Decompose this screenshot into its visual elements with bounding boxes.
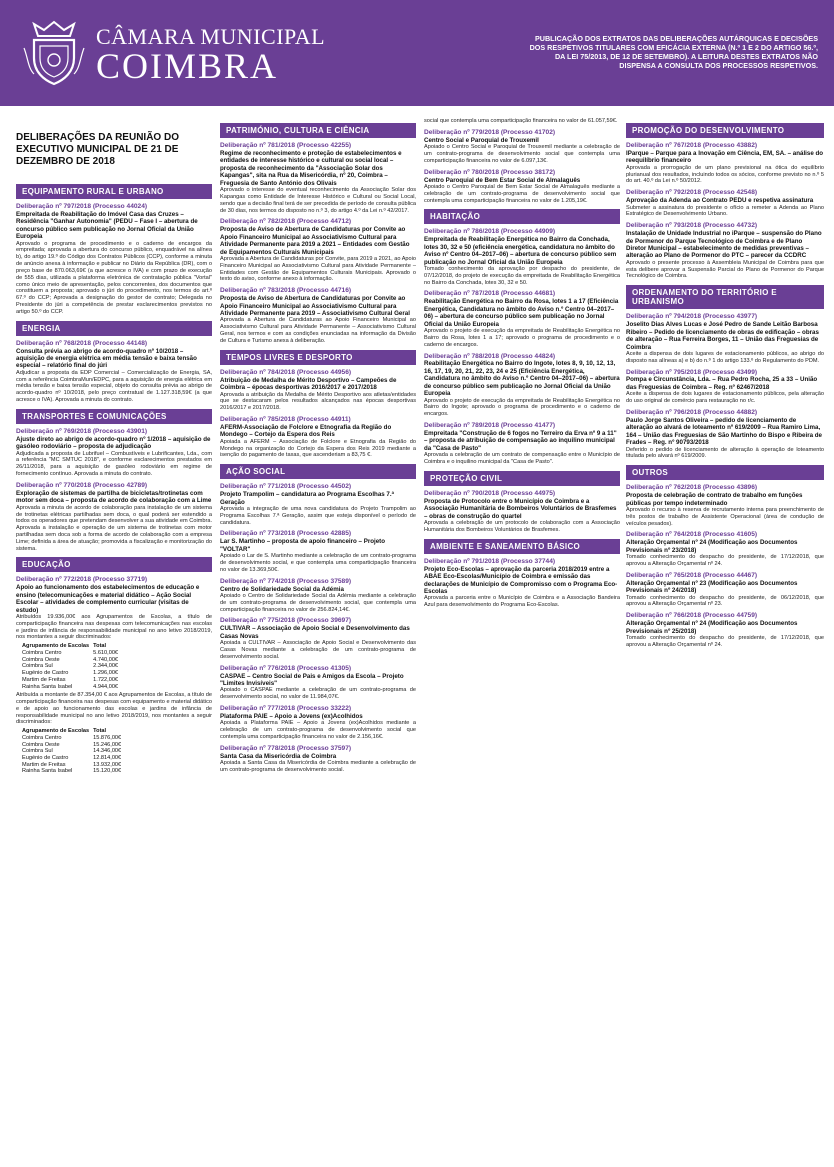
deliberation-number: Deliberação nº 768/2018 (Processo 44148) <box>16 339 148 347</box>
table-row <box>22 768 125 775</box>
deliberation-item <box>220 483 416 526</box>
table-cell: Martim de Freitas <box>22 676 66 683</box>
deliberation-number: Deliberação nº 792/2018 (Processo 42548) <box>626 189 758 197</box>
deliberation-title: Reabilitação Energética no Bairro da Rosa, lotes 1 a 17 (Eficiência Energética, Candidatura no âmbito do Aviso n.º Centro 04–2017–06) – abertura de concurso público sem publicação no Jornal Oficial da União Europeia <box>424 298 619 328</box>
deliberation-number: Deliberação nº 779/2018 (Processo 41702) <box>424 128 556 136</box>
table-cell: 1.722,00€ <box>93 676 119 683</box>
deliberation-item <box>626 572 824 608</box>
table-cell: 13.932,00€ <box>93 761 122 768</box>
deliberation-number: Deliberação nº 767/2018 (Processo 43882) <box>626 142 758 149</box>
deliberation-text: Aprovada a Abertura de Candidaturas por Convite, para 2019 a 2021, ao Apoio Financeiro Municipal ao Associativismo Cultural para Atividade Permanente – Entidades com Gestão de Equipamentos Culturais Municipais. Aprovado o texto do aviso, conforme anexo à informação. <box>220 256 416 283</box>
deliberation-number: Deliberação nº 794/2018 (Processo 43977) <box>626 313 758 321</box>
section-heading: PATRIMÓNIO, CULTURA E CIÊNCIA <box>220 123 416 138</box>
deliberation-text: Tomado conhecimento do despacho do presidente, de 17/12/2018, que aprovou a Alteração Orçamental nº 24. <box>626 554 824 568</box>
deliberation-text: Aprovada a integração de uma nova candidatura do Projeto Trampolim ao Programa Escolhas 7.ª Geração, assim que esteja disponível o período de candidatura. <box>220 505 416 526</box>
section-heading: AÇÃO SOCIAL <box>220 464 416 479</box>
deliberation-number: Deliberação nº 776/2018 (Processo 41305) <box>220 664 352 672</box>
deliberation-text: Deferido o pedido de licenciamento de alteração à operação de loteamento titulada pelo alvará nº 619/2009. <box>626 446 824 460</box>
deliberation-number: Deliberação nº 793/2018 (Processo 44732) <box>626 222 758 230</box>
deliberation-text: Aprovada a celebração de um contrato de compensação entre o Município de Coimbra e o inquilino municipal da "Casa de Pasto". <box>424 452 620 466</box>
table-cell: Coimbra Centro <box>22 734 62 741</box>
deliberation-text: Aprovada a Abertura de Candidaturas ao Apoio Financeiro Municipal ao Associativismo Cultural para Atividade Permanente – Associativismo Cultural Geral, nos termos e com as condições enunciadas na informação da Divisão de Cultura e Turismo anexa à deliberação. <box>220 317 416 344</box>
deliberation-title: Empreitada de Reabilitação Energética no Bairro da Conchada, lotes 30, 32 e 50 (eficiência energética, candidatura no âmbito do Aviso nº Centro 04–2017–06) – abertura de concurso público sem publicação no Jornal Oficial da União Europeia <box>424 236 617 266</box>
deliberation-number: Deliberação nº 781/2018 (Processo 42255) <box>220 142 352 149</box>
deliberation-text: Aprovada a parceria entre o Município de Coimbra e a Associação Bandeira Azul para desenvolvimento do Programa Eco-Escolas. <box>424 595 620 609</box>
table-row <box>22 684 122 691</box>
table-row <box>22 735 125 742</box>
table-cell: Rainha Santa Isabel <box>22 768 73 775</box>
table-row <box>22 748 125 755</box>
deliberation-item <box>424 228 620 286</box>
deliberation-title: Instalação de Unidade Industrial no iParque – suspensão do Plano de Pormenor do Parque Tecnológico de Coimbra e de Plano Diretor Municipal – estabelecimento de medidas preventivas – alteração ao Plano de Pormenor do PTC – parecer da CCDRC <box>626 230 822 260</box>
deliberation-title: Apoio ao funcionamento dos estabelecimentos de educação e ensino (telecomunicações e material didático – Ação Social Escolar – atividades de complemento curricular (visitas de estudo) <box>16 584 200 614</box>
continued-text: social que contempla uma comparticipação financeira no valor de 61.057,59€. <box>424 118 618 124</box>
table-cell: Coimbra Oeste <box>22 741 60 748</box>
deliberation-number: Deliberação nº 785/2018 (Processo 44911) <box>220 415 351 423</box>
deliberation-item <box>626 369 824 405</box>
deliberation-number: Deliberação nº 765/2018 (Processo 44467) <box>626 571 758 579</box>
deliberation-text: Apoiado o Centro de Solidariedade Social da Adémia mediante a celebração de um contrato-programa de desenvolvimento social, que contempla uma comparticipação financeira no valor de 256.824,14€. <box>220 592 416 613</box>
table-cell: Coimbra Centro <box>22 649 62 656</box>
deliberation-number: Deliberação nº 772/2018 (Processo 37719) <box>16 576 148 584</box>
document-body <box>0 118 834 1167</box>
deliberation-item <box>424 290 620 348</box>
deliberation-item <box>626 313 824 364</box>
deliberation-item <box>220 617 416 660</box>
deliberation-title: Regime de reconhecimento e proteção de estabelecimentos e entidades de interesse histórico e cultural ou social local – proposta de reconhecimento da "Associação Solar dos Kapangas", sita na Rua da Misericórdia, nº 20, Coimbra – Freguesia de Santo António dos Olivais <box>220 149 402 187</box>
table-cell: 5.610,00€ <box>93 649 119 656</box>
deliberation-title: Proposta de Protocolo entre o Município de Coimbra e a Associação Humanitária de Bombeiros Voluntários de Brasfemes – obras de construção do quartel <box>424 497 617 520</box>
table-cell: 4.740,00€ <box>93 656 119 663</box>
section-heading: OUTROS <box>626 465 824 480</box>
deliberation-title: Proposta de Aviso de Abertura de Candidaturas por Convite ao Apoio Financeiro Municipal ao Associativismo Cultural para Atividade Permanente para 2019 a 2021 – Entidades com Gestão de Equipamentos Culturais Municipais <box>220 226 410 256</box>
deliberation-title: Centro Paroquial de Bem Estar Social de Almalaguês <box>424 176 581 184</box>
deliberation-title: Lar S. Martinho – proposta de apoio financeiro – Projeto "VOLTAR" <box>220 538 386 553</box>
deliberation-number: Deliberação nº 796/2018 (Processo 44882) <box>626 408 758 416</box>
deliberation-item <box>626 222 824 280</box>
deliberation-title: Projeto Trampolim – candidatura ao Programa Escolhas 7.ª Geração <box>220 491 394 506</box>
deliberation-item <box>16 428 212 478</box>
deliberation-title: Exploração de sistemas de partilha de bicicletas/trotinetas com motor sem doca – proposta de acordo de colaboração com a Lime <box>16 489 212 505</box>
deliberation-number: Deliberação nº 762/2018 (Processo 43896) <box>626 484 758 492</box>
deliberation-text: Apoiado o Centro Social e Paroquial de Trouxemil mediante a celebração de um contrato-programa de desenvolvimento social que contempla uma comparticipação financeira no valor de 6.097,13€. <box>424 144 620 164</box>
meeting-title: DELIBERAÇÕES DA REUNIÃO DO EXECUTIVO MUNICIPAL DE 21 DE DEZEMBRO DE 2018 <box>16 132 179 167</box>
deliberation-item <box>626 409 824 460</box>
title-line-2: COIMBRA <box>96 46 279 86</box>
deliberation-number: Deliberação nº 788/2018 (Processo 44824) <box>424 352 556 360</box>
deliberation-item <box>220 218 416 283</box>
coat-of-arms-icon <box>20 18 88 86</box>
publication-note: PUBLICAÇÃO DOS EXTRATOS DAS DELIBERAÇÕES AUTÁRQUICAS E DECISÕES DOS RESPETIVOS TITULARES COM EFICÁCIA EXTERNA (N.º 1 E 2 DO ARTIGO 56.º, DA LEI 75/2013, DE 12 DE SETEMBRO). A LEITURA DESTES EXTRATOS NÃO DISPENSA A CONSULTA DOS PROCESSOS RESPETIVOS. <box>529 34 818 70</box>
section-heading: AMBIENTE E SANEAMENTO BÁSICO <box>424 539 620 554</box>
deliberation-number: Deliberação nº 769/2018 (Processo 43901) <box>16 427 148 435</box>
table-row <box>22 663 122 670</box>
table-cell: Martim de Freitas <box>22 761 66 768</box>
deliberation-text: Atribuída a montante de 87.354,00 € aos Agrupamentos de Escolas, a título de comparticipação financeira nas despesas com equipamento e material didático e de apoio ao funcionamento das escolas e jardins de infância de responsabilidade municipal no ano letivo 2018/2019, nos montantes a seguir discriminados: <box>16 692 212 726</box>
deliberation-item <box>220 369 416 412</box>
municipality-title <box>96 26 325 84</box>
deliberation-item <box>626 142 824 185</box>
deliberation-title: Aprovação da Adenda ao Contrato PEDU e respetiva assinatura <box>626 197 814 205</box>
table-cell: Coimbra Oeste <box>22 656 60 663</box>
table-cell: 2.344,00€ <box>93 663 119 670</box>
deliberation-number: Deliberação nº 789/2018 (Processo 41477) <box>424 422 556 430</box>
deliberation-text: Apoiada a CULTIVAR – Associação de Apoio Social e Desenvolvimento das Casas Novas mediante a celebração de um contrato-programa de desenvolvimento social. <box>220 640 416 660</box>
allocation-table <box>22 643 122 690</box>
deliberation-title: Ajuste direto ao abrigo de acordo-quadro nº 1/2018 – aquisição de gasóleo rodoviário – proposta de adjudicação <box>16 435 211 451</box>
deliberation-item <box>16 576 212 775</box>
table-cell: 12.814,00€ <box>93 755 122 762</box>
table-row <box>22 742 125 749</box>
deliberation-number: Deliberação nº 770/2018 (Processo 42789) <box>16 481 148 489</box>
deliberation-item <box>626 484 824 527</box>
deliberation-text: Apoiada a Plataforma PAIE – Apoio a Jovens (ex)Acolhidos mediante a celebração de um contrato-programa de desenvolvimento social que contempla uma comparticipação financeira no valor de 2.156,16€. <box>220 720 416 740</box>
deliberation-text: Aprovado o interesse do eventual reconhecimento da Associação Solar dos Kapangas como Entidade de Interesse Histórico e Cultural ou Social Local, sendo que a decisão final terá de ser precedida de período de consulta pública de 30 dias, nos termos do disposto no n.º 3, do artigo 4.º da Lei n.º 42/2017. <box>220 187 416 214</box>
section-heading: EQUIPAMENTO RURAL E URBANO <box>16 184 212 199</box>
deliberation-text: Adjudicar a proposta da EDP Comercial – Comercialização de Energia, SA, com a referência CoimbraMun/EDPC, para a aquisição de energia elétrica em média tensão e baixa tensão especial, objeto do consulta prévia ao abrigo de acordo-quadro nº 10/2018, pelo preço contratual de 1.127.318,59€ (a que acresce o IVA). Aprovada a minuta do contrato. <box>16 369 212 404</box>
deliberation-text: Aprovada a prorrogação de um plano previsional na ótica do equilíbrio plurianual dos resultados, incluindo todos os sócios, conforme previsto no n.º 5 do art. 40.º da Lei n.º 50/2012. <box>626 164 824 185</box>
deliberation-text: Tomado conhecimento da aprovação por despacho do presidente, de 07/12/2018, do projeto de execução da empreitada de Reabilitação Energética no Bairro da Conchada, lotes 30, 32 e 50. <box>424 266 620 286</box>
deliberation-item <box>220 705 416 741</box>
deliberation-text: Aprovado o projeto de execução da empreitada de Reabilitação Energética no Bairro do Ingote; aprovado o programa de procedimento e o caderno de encargos. <box>424 397 620 418</box>
deliberation-title: Alteração Orçamental nº 23 (Modificação aos Documentos Previsionais nº 24/2018) <box>626 579 798 595</box>
deliberation-text: Atribuídos 19.936,00€ aos Agrupamentos de Escolas, a título de comparticipação financeira nas despesas com telecomunicações nas escolas e jardins de infância de responsabilidade municipal no ano letivo 2018/2019, nos montantes a seguir discriminados: <box>16 614 212 641</box>
deliberation-item <box>220 416 416 459</box>
deliberation-title: CULTIVAR – Associação de Apoio Social e Desenvolvimento das Casas Novas <box>220 625 410 640</box>
deliberation-number: Deliberação nº 764/2018 (Processo 41605) <box>626 531 758 539</box>
deliberation-number: Deliberação nº 774/2018 (Processo 37589) <box>220 577 352 585</box>
deliberation-number: Deliberação nº 797/2018 (Processo 44024) <box>16 203 148 210</box>
deliberation-text: Aprovado o programa de procedimento e o caderno de encargos da empreitada; aprovada a abertura do concurso público, enquadrável na alínea b), do artigo 19.º do Código dos Contratos Públicos (CCP), conforme a minuta de anúncio anexa à informação e publicar no Diário da República (DR), com o preço base de 870.063,69€ (a que acresce o IVA) e com prazo de execução de 555 dias, utilizada a plataforma eletrónica de contratação pública "Vortal" como único meio de apresentação, pelos concorrentes, dos documentos que constituem a proposta; aprovado o júri do procedimento, nos termos do art.º 67.º do CCP; Aprovada a designação do gestor de contrato; Delegada no Presidente do júri a competência de prestar esclarecimentos previstos no artigo 50.º do CCP. <box>16 240 212 315</box>
deliberation-number: Deliberação nº 771/2018 (Processo 44502) <box>220 483 352 491</box>
deliberation-text: Apoiado o Lar de S. Martinho mediante a celebração de um contrato-programa de desenvolvimento social, e que contempla uma comparticipação financeira no valor de 13.369,50€. <box>220 553 416 573</box>
deliberation-number: Deliberação nº 786/2018 (Processo 44909) <box>424 228 556 236</box>
deliberation-title: IParque – Parque para a Inovação em Ciência, EM, SA. – análise do reequilíbrio financeiro <box>626 149 824 165</box>
table-cell: 15.876,00€ <box>93 734 122 741</box>
deliberation-number: Deliberação nº 782/2018 (Processo 44712) <box>220 218 352 226</box>
deliberation-title: Centro Social e Paroquial de Trouxemil <box>424 136 539 144</box>
deliberation-number: Deliberação nº 787/2018 (Processo 44681) <box>424 290 556 298</box>
deliberation-title: Pompa e Circunstância, Lda. – Rua Pedro Rocha, 25 a 33 – União das Freguesias de Coimbra – Reg. nº 62467/2018 <box>626 376 818 391</box>
table-row <box>22 650 122 657</box>
title-line-1: CÂMARA MUNICIPAL <box>96 24 326 49</box>
deliberation-text: Aprovado o projeto de execução da empreitada de Reabilitação Energética no Bairro da Rosa, lotes 1 a 17; aprovado o programa de procedimento e o caderno de encargos. <box>424 328 620 348</box>
deliberation-title: Joselito Dias Alves Lucas e José Pedro de Sande Leitão Barbosa Ribeiro – Pedido de licenciamento de obras de edificação – obras de alteração – Rua Ferreira Borges, 11 – União das Freguesias de Coimbra <box>626 321 819 351</box>
deliberation-title: Atribuição de Medalha de Mérito Desportivo – Campeões de Coimbra – épocas desportivas 2016/2017 e 2017/2018 <box>220 376 397 392</box>
deliberation-text: Aprovado o recurso à reserva de recrutamento interna para preenchimento de três postos de trabalho de Assistente Operacional (área de condução de veículos pesados). <box>626 507 824 527</box>
deliberation-number: Deliberação nº 783/2018 (Processo 44716) <box>220 287 352 295</box>
deliberation-title: Plataforma PAIE – Apoio a Jovens (ex)Acolhidos <box>220 712 363 720</box>
deliberation-title: Projeto Eco-Escolas – aprovação da parceria 2018/2019 entre a ABAE Eco-Escolas/Município de Coimbra e emissão das declarações de Município de Compromisso com o Programa Eco-Escolas <box>424 565 618 595</box>
deliberation-item <box>16 482 212 552</box>
table-cell: Coimbra Sul <box>22 663 53 670</box>
deliberation-text: Apoiado o Centro Paroquial de Bem Estar Social de Almalaguês mediante a celebração de um contrato-programa de desenvolvimento social que contempla uma comparticipação financeira no valor de 1.205,19€. <box>424 183 620 204</box>
section-heading: HABITAÇÃO <box>424 209 620 224</box>
table-row <box>22 677 122 684</box>
table-header: Total <box>93 643 107 650</box>
deliberation-title: Centro de Solidariedade Social da Adémia <box>220 585 344 593</box>
deliberation-title: Alteração Orçamental nº 24 (Modificação aos Documentos Previsionais nº 23/2018) <box>626 539 798 554</box>
deliberation-item <box>220 287 416 344</box>
deliberation-item <box>220 530 416 573</box>
deliberation-text: Aprovada a celebração de um protocolo de colaboração com a Associação Humanitária dos Bombeiros Voluntários de Brasfemes. <box>424 520 620 533</box>
deliberation-number: Deliberação nº 791/2018 (Processo 37744) <box>424 557 556 565</box>
deliberation-item <box>220 142 416 214</box>
table-cell: 15.120,00€ <box>93 768 122 775</box>
deliberation-item <box>16 203 212 316</box>
deliberation-item <box>220 578 416 614</box>
deliberation-text: Apoiada a Santa Casa da Misericórdia de Coimbra mediante a celebração de um contrato-programa de desenvolvimento social. <box>220 760 416 773</box>
deliberation-number: Deliberação nº 795/2018 (Processo 43499) <box>626 368 758 376</box>
deliberation-title: AFERM-Associação de Folclore e Etnografia da Região do Mondego – Cortejo da Espera dos Reis <box>220 423 392 439</box>
deliberation-item <box>424 353 620 419</box>
table-cell: Rainha Santa Isabel <box>22 683 73 690</box>
deliberation-text: Aceite a dispensa de dois lugares de estacionamento públicos, pela alteração do uso original de comércio para restauração no r/c. <box>626 391 824 405</box>
table-cell: Coimbra Sul <box>22 748 53 755</box>
deliberation-title: Paulo Jorge Santos Oliveira – pedido de licenciamento de alteração ao alvará de loteamento nº 619/2009 – Rua Ramiro Lima, 164 – União das Freguesias de São Martinho do Bispo e Ribeira de Frades – Reg. nº 90793/2018 <box>626 416 822 447</box>
section-heading: ENERGIA <box>16 321 212 336</box>
deliberation-text: Apoiado o CASPAE mediante a celebração de um contrato-programa de desenvolvimento social, no valor de 11.984,07€. <box>220 687 416 701</box>
column-3 <box>424 118 620 613</box>
deliberation-item <box>626 189 824 218</box>
deliberation-number: Deliberação nº 778/2018 (Processo 37597) <box>220 744 352 752</box>
table-cell: Eugénio de Castro <box>22 670 69 677</box>
deliberation-text: Apoiada a AFERM – Associação de Folclore e Etnografia da Região do Mondego na organização do Cortejo da Espera dos Reis 2019 mediante a isenção do pagamento de taxas, que ascenderiam a 83,75 €. <box>220 438 416 459</box>
deliberation-item <box>220 745 416 774</box>
deliberation-text: Aprovada a atribuição da Medalha de Mérito Desportivo aos atletas/entidades que se destacaram pelos resultados alcançados nas épocas desportivas 2016/2017 e 2017/2018. <box>220 391 416 412</box>
deliberation-number: Deliberação nº 780/2018 (Processo 38172) <box>424 168 556 176</box>
table-cell: 14.346,00€ <box>93 748 122 755</box>
table-cell: Eugénio de Castro <box>22 755 69 762</box>
deliberation-item <box>16 340 212 404</box>
section-heading: EDUCAÇÃO <box>16 557 212 572</box>
section-heading: TEMPOS LIVRES E DESPORTO <box>220 350 416 365</box>
table-header-row <box>22 728 125 735</box>
table-header: Agrupamento de Escolas <box>22 643 90 650</box>
section-heading: PROMOÇÃO DO DESENVOLVIMENTO <box>626 123 824 138</box>
deliberation-title: Empreitada "Construção de 6 fogos no Terreiro da Erva nº 9 a 11" – proposta de atribuição de compensação ao inquilino municipal da "Casa de Pasto" <box>424 430 617 452</box>
deliberation-item <box>626 531 824 567</box>
deliberation-number: Deliberação nº 784/2018 (Processo 44956) <box>220 368 352 376</box>
deliberation-item <box>424 129 620 165</box>
deliberation-number: Deliberação nº 766/2018 (Processo 44759) <box>626 612 758 620</box>
section-heading: ORDENAMENTO DO TERRITÓRIO E URBANISMO <box>626 285 824 309</box>
deliberation-number: Deliberação nº 790/2018 (Processo 44975) <box>424 489 556 497</box>
column-1 <box>16 118 212 779</box>
table-header: Agrupamento de Escolas <box>22 728 90 735</box>
deliberation-title: Alteração Orçamental nº 24 (Modificação aos Documentos Previsionais nº 25/2018) <box>626 620 798 635</box>
deliberation-item <box>424 558 620 609</box>
deliberation-item <box>424 490 620 534</box>
deliberation-item <box>220 665 416 701</box>
deliberation-text: Aprovado o presente processo à Assembleia Municipal de Coimbra para que esta delibere aprovar a Suspensão Parcial do Plano de Pormenor do Parque Tecnológico de Coimbra. <box>626 259 824 280</box>
header-banner <box>0 0 834 106</box>
table-header-row <box>22 643 122 650</box>
deliberation-text: Tomado conhecimento do despacho do presidente, de 17/12/2018, que aprovou a Alteração Orçamental nº 24. <box>626 635 824 648</box>
deliberation-text: Submeter a assinatura do presidente o ofício a remeter a Adenda ao Plano Estratégico de Desenvolvimento Urbano. <box>626 204 824 218</box>
table-row <box>22 670 122 677</box>
deliberation-text: Tomado conhecimento do despacho do presidente, de 06/12/2018, que aprovou a Alteração Orçamental nº 23. <box>626 594 824 608</box>
deliberation-item <box>424 169 620 205</box>
table-cell: 4.944,00€ <box>93 683 119 690</box>
section-heading: TRANSPORTES E COMUNICAÇÕES <box>16 409 212 424</box>
deliberation-title: CASPAE – Centro Social de Pais e Amigos da Escola – Projeto "Limites Invisíveis" <box>220 672 404 687</box>
deliberation-text: Aceite a dispensa de dois lugares de estacionamento públicos, ao abrigo do disposto nas alíneas a) e b) do n.º 1 do artigo 133.º do Regulamento do PDM. <box>626 350 824 364</box>
deliberation-text: Adjudicada a proposta de Lubrifuel – Combustíveis e Lubrificantes, Lda., com a referência "MC SMTUC 2018", e conforme esclarecimentos prestados em 26/11/2018, para a aquisição de gasóleo rodoviário em regime de fornecimento contínuo. Aprovada a minuta do contrato. <box>16 450 212 478</box>
table-row <box>22 755 125 762</box>
deliberation-title: Proposta de celebração de contrato de trabalho em funções públicas por tempo indeterminado <box>626 492 803 507</box>
table-cell: 15.246,00€ <box>93 741 122 748</box>
deliberation-title: Santa Casa da Misericórdia de Coimbra <box>220 752 337 760</box>
column-2 <box>220 118 416 778</box>
deliberation-item <box>626 612 824 648</box>
deliberation-title: Reabilitação Energética no Bairro do Ingote, lotes 8, 9, 10, 12, 13, 16, 17, 19, 20, 21, 22, 23, 24 e 25 (Eficiência Energética, Candidatura no âmbito do Aviso n.º Centro 04–2017–06) – abertura de concurso público sem publicação no Jornal Oficial da União Europeia <box>424 360 620 398</box>
deliberation-title: Empreitada de Reabilitação do Imóvel Casa das Cruzes – Residência "Ganhar Autonomia" (PEDU – Fase I – abertura de concurso público sem publicação no Jornal Oficial da União Europeia <box>16 210 198 241</box>
column-4 <box>626 118 824 653</box>
allocation-table <box>22 728 125 775</box>
table-row <box>22 762 125 769</box>
table-header: Total <box>93 728 107 735</box>
deliberation-number: Deliberação nº 777/2018 (Processo 33222) <box>220 705 352 712</box>
deliberation-title: Proposta de Aviso de Abertura de Candidaturas por Convite ao Apoio Financeiro Municipal ao Associativismo Cultural para Atividade Permanente para 2019 – Associativismo Cultural Geral <box>220 295 410 318</box>
deliberation-item <box>424 422 620 466</box>
deliberation-title: Consulta prévia ao abrigo de acordo-quadro nº 10/2018 – aquisição de energia elétrica em média tensão e baixa tensão especial – relatório final do júri <box>16 347 197 370</box>
deliberation-number: Deliberação nº 773/2018 (Processo 42885) <box>220 530 352 538</box>
section-heading: PROTEÇÃO CIVIL <box>424 471 620 486</box>
deliberation-number: Deliberação nº 775/2018 (Processo 39697) <box>220 617 352 625</box>
deliberation-text: Aprovada a minuta de acordo de colaboração para instalação de um sistema de trotinetas elétricas partilhadas sem doca, o qual poderá ser estendido a todos os operadores que pretendam desenvolver a sua atividade em Coimbra. Aprovada a instalação e operação de um sistema de trotinetas com motor partilhadas sem doca sob a forma de acordo de colaboração com a empresa Lime; definida a área de atuação; promovida a fiscalização e monitorização do sistema. <box>16 504 212 552</box>
table-row <box>22 657 122 664</box>
table-cell: 1.296,00€ <box>93 670 119 677</box>
